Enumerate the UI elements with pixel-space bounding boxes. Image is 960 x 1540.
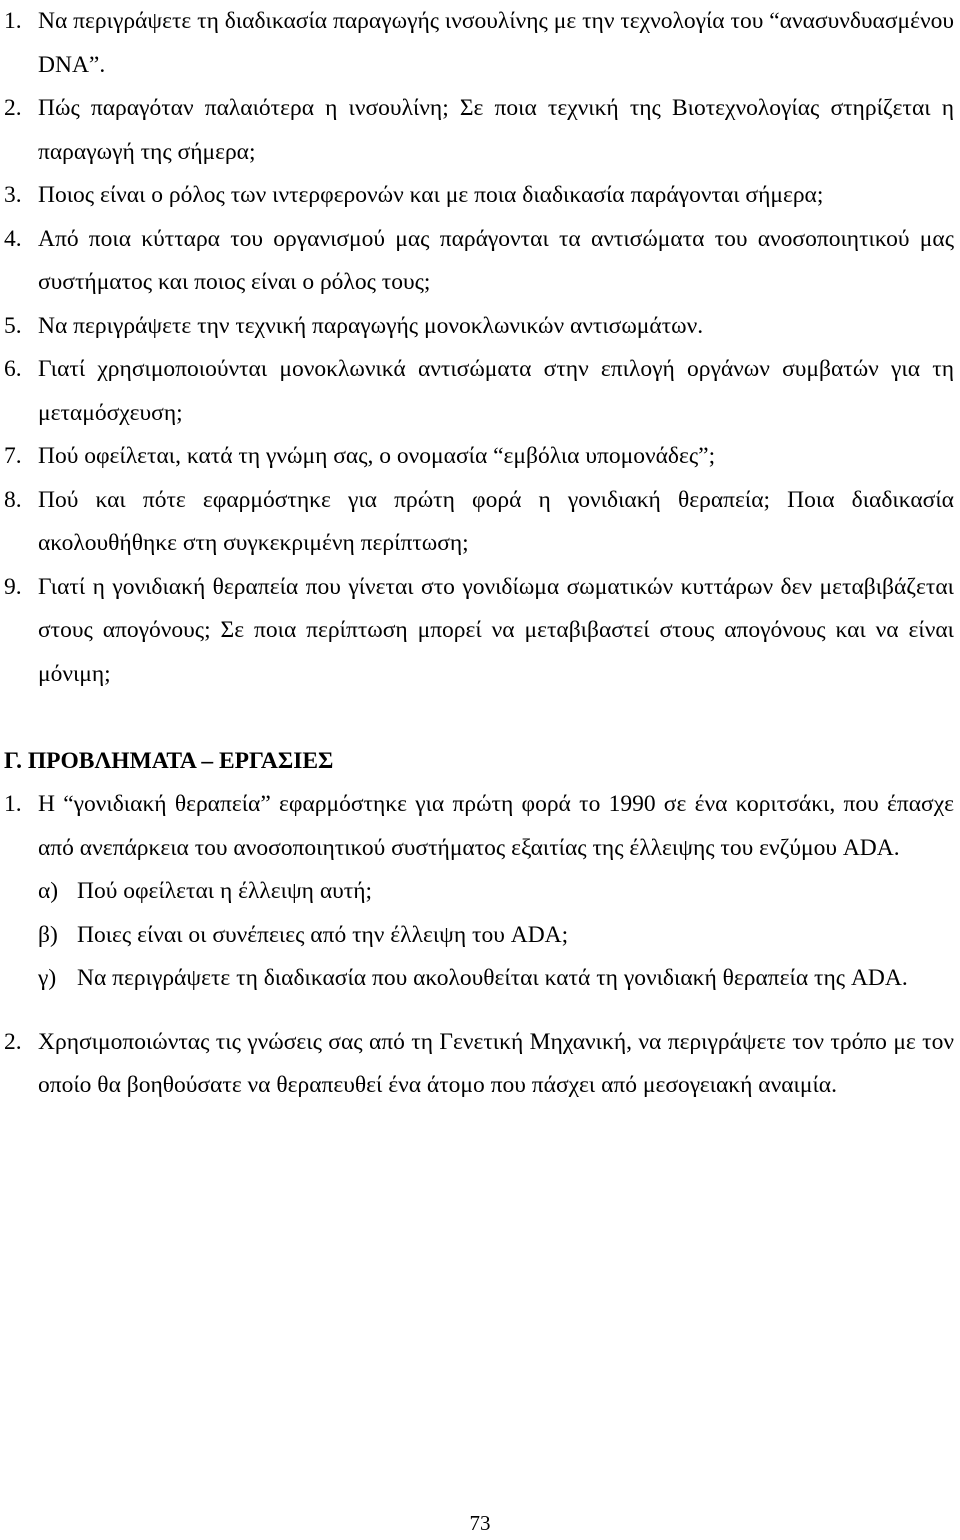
problem-1-sub-c xyxy=(4,957,954,1001)
question-number: 1. xyxy=(4,8,22,34)
question-text: Πού και πότε εφαρμόστηκε για πρώτη φορά η γονιδιακή θεραπεία; Ποια διαδικασία ακολουθήθηκε στη συγκεκριμένη περίπτωση; xyxy=(38,486,954,556)
question-text: Ποιος είναι ο ρόλος των ιντερφερονών και με ποια διαδικασία παράγονται σήμερα; xyxy=(38,182,824,208)
question-number: 9. xyxy=(4,573,22,600)
question-number: 4. xyxy=(4,225,22,252)
problem-number: 2. xyxy=(4,1028,22,1055)
sub-text: Ποιες είναι οι συνέπειες από την έλλειψη του ADA; xyxy=(77,921,569,948)
spacer xyxy=(4,1001,954,1021)
question-number: 3. xyxy=(4,182,22,208)
question-2 xyxy=(4,87,954,174)
question-9 xyxy=(4,566,954,697)
sub-text: Πού οφείλεται η έλλειψη αυτή; xyxy=(77,878,373,904)
sub-letter: β) xyxy=(38,921,58,948)
question-number: 8. xyxy=(4,486,22,513)
problem-1-sub-a xyxy=(4,870,954,914)
question-number: 6. xyxy=(4,356,22,382)
problem-number: 1. xyxy=(4,791,22,817)
question-text: Πώς παραγόταν παλαιότερα η ινσουλίνη; Σε ποια τεχνική της Βιοτεχνολογίας στηρίζεται η παραγωγή της σήμερα; xyxy=(38,95,954,165)
question-7 xyxy=(4,435,954,479)
question-text: Να περιγράψετε τη διαδικασία παραγωγής ινσουλίνης με την τεχνολογία του “ανασυνδυασμένου DNA”. xyxy=(38,8,954,78)
question-number: 7. xyxy=(4,443,22,469)
problem-1 xyxy=(4,783,954,870)
question-3 xyxy=(4,174,954,218)
problem-2 xyxy=(4,1021,954,1108)
question-6 xyxy=(4,348,954,435)
question-number: 2. xyxy=(4,95,22,121)
question-8 xyxy=(4,479,954,566)
problem-1-sub-b xyxy=(4,914,954,958)
sub-letter: α) xyxy=(38,878,59,904)
question-text: Πού οφείλεται, κατά τη γνώμη σας, ο ονομασία “εμβόλια υπομονάδες”; xyxy=(38,443,716,469)
question-4 xyxy=(4,218,954,305)
question-text: Γιατί χρησιμοποιούνται μονοκλωνικά αντισώματα στην επιλογή οργάνων συμβατών για τη μεταμόσχευση; xyxy=(38,356,954,426)
question-text: Γιατί η γονιδιακή θεραπεία που γίνεται στο γονιδίωμα σωματικών κυττάρων δεν μεταβιβάζεται στους απογόνους; Σε ποια περίπτωση μπορεί να μεταβιβαστεί στους απογόνους και να είναι μόνιμη; xyxy=(38,573,954,687)
section-heading: Γ. ΠΡΟΒΛΗΜΑΤΑ – ΕΡΓΑΣΙΕΣ xyxy=(4,748,334,774)
question-number: 5. xyxy=(4,312,22,339)
sub-letter: γ) xyxy=(38,965,57,991)
problem-text: Η “γονιδιακή θεραπεία” εφαρμόστηκε για πρώτη φορά το 1990 σε ένα κοριτσάκι, που έπασχε από ανεπάρκεια του ανοσοποιητικού συστήματος εξαιτίας της έλλειψης του ενζύμου ADA. xyxy=(38,791,954,861)
question-text: Από ποια κύτταρα του οργανισμού μας παράγονται τα αντισώματα του ανοσοποιητικού μας συστήματος και ποιος είναι ο ρόλος τους; xyxy=(38,225,954,295)
question-5 xyxy=(4,305,954,349)
sub-text: Να περιγράψετε τη διαδικασία που ακολουθείται κατά τη γονιδιακή θεραπεία της ADA. xyxy=(77,965,908,991)
question-text: Να περιγράψετε την τεχνική παραγωγής μονοκλωνικών αντισωμάτων. xyxy=(38,312,704,339)
page-number: 73 xyxy=(469,1511,491,1535)
problem-text: Χρησιμοποιώντας τις γνώσεις σας από τη Γενετική Μηχανική, να περιγράψετε τον τρόπο με τον οποίο θα βοηθούσατε να θεραπευθεί ένα άτομο που πάσχει από μεσογειακή αναιμία. xyxy=(38,1028,954,1098)
question-1 xyxy=(4,0,954,87)
page-content xyxy=(4,0,954,1108)
